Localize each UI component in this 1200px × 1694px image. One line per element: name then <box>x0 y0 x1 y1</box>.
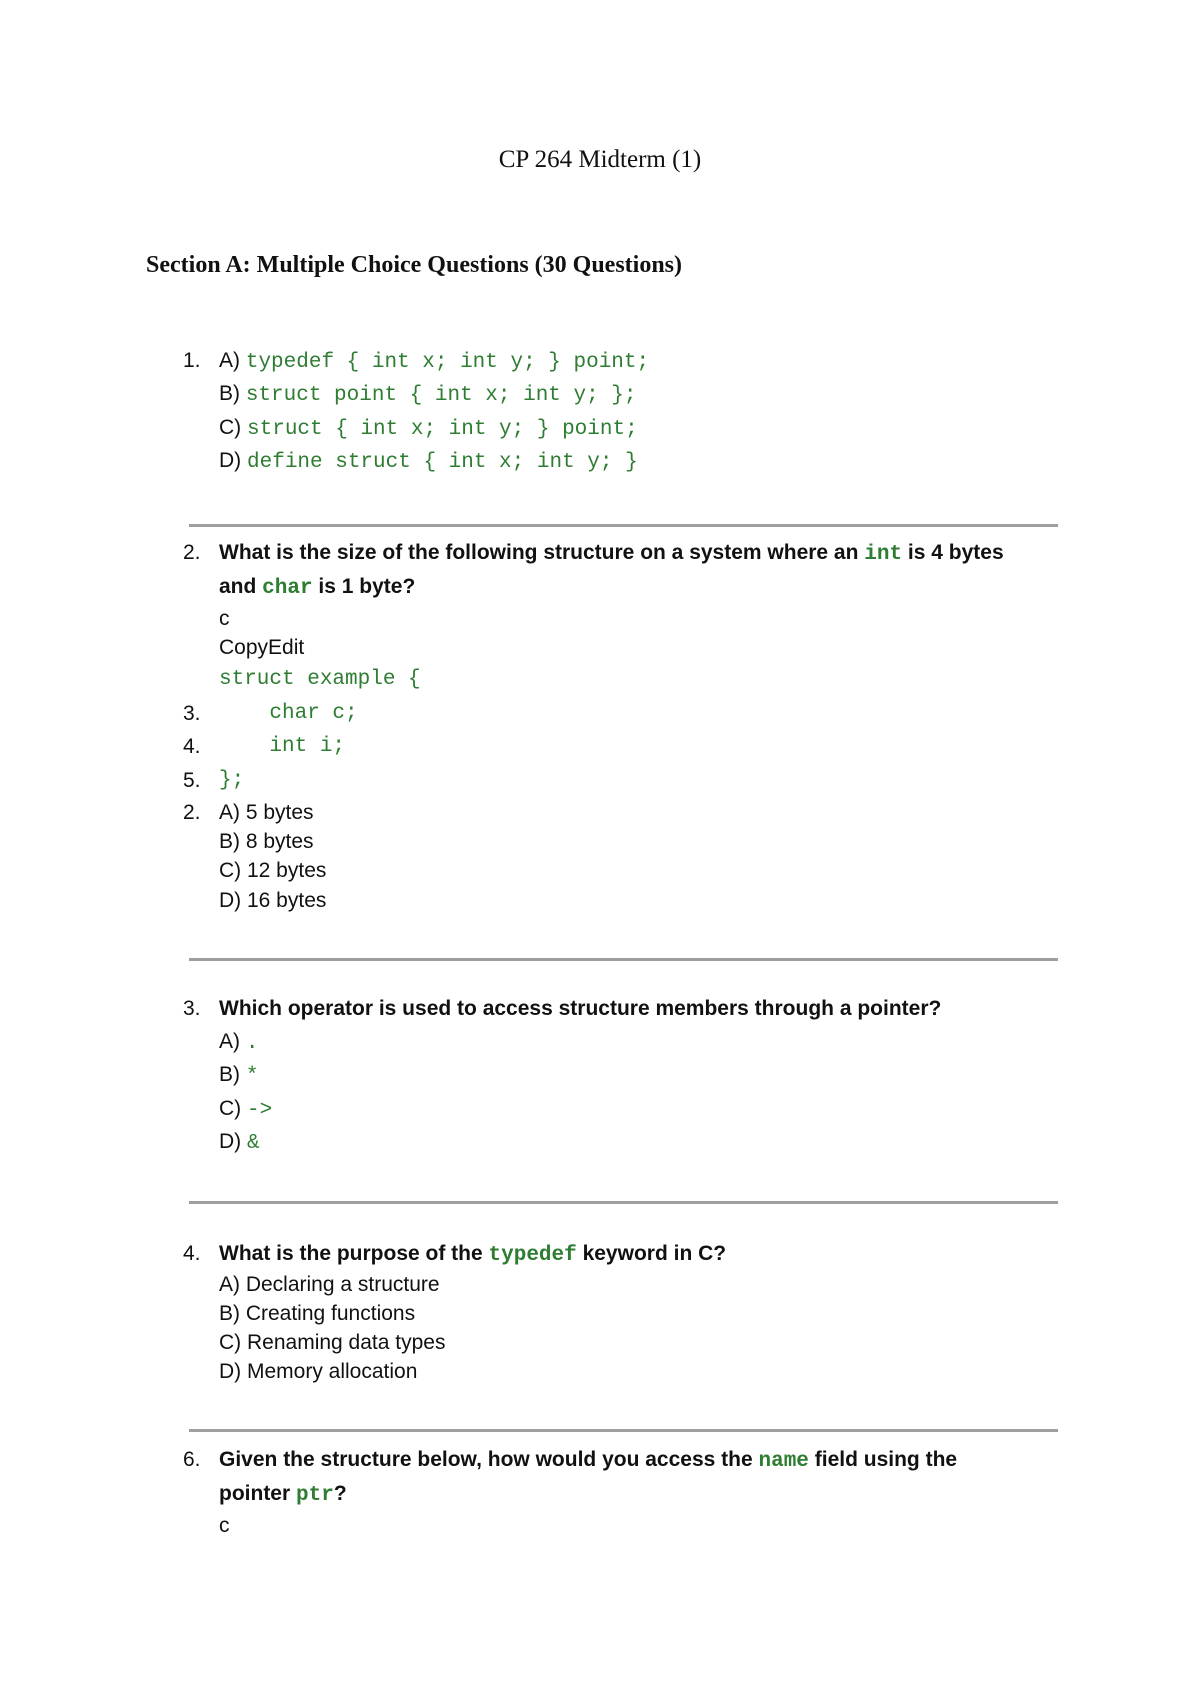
divider <box>189 1429 1058 1432</box>
code-language-label: c <box>219 1514 230 1537</box>
divider <box>189 1201 1058 1204</box>
code-line: struct example { <box>219 668 421 691</box>
divider <box>189 958 1058 961</box>
option-letter: B) <box>219 1063 240 1086</box>
option-d: D) Memory allocation <box>219 1360 418 1383</box>
option-b <box>219 382 637 407</box>
inline-code: name <box>758 1450 809 1473</box>
code-line-number: 5. <box>183 769 201 792</box>
option-b <box>219 1063 258 1088</box>
option-d <box>219 1130 260 1155</box>
option-code: struct { int x; int y; } point; <box>247 418 638 441</box>
question-text-part: and <box>219 575 263 598</box>
question-text <box>219 1448 957 1473</box>
option-letter: B) <box>219 382 240 405</box>
code-line: int i; <box>219 735 346 758</box>
inline-code: int <box>864 543 903 566</box>
question-text-part: What is the purpose of the <box>219 1242 489 1265</box>
question-text-part: ? <box>333 1482 347 1505</box>
option-letter: D) <box>219 449 242 472</box>
code-language-label: c <box>219 607 230 630</box>
question-text-part: is 4 bytes <box>902 541 1004 564</box>
option-code: -> <box>247 1099 273 1122</box>
code-line: char c; <box>219 702 358 725</box>
option-d: D) 16 bytes <box>219 889 327 912</box>
code-line: }; <box>219 769 245 792</box>
option-letter: C) <box>219 416 242 439</box>
question-text-continued <box>219 575 415 600</box>
option-letter: A) <box>219 1030 240 1053</box>
question-text-part: field using the <box>808 1448 958 1471</box>
option-code: define struct { int x; int y; } <box>247 451 638 474</box>
option-letter: D) <box>219 1130 242 1153</box>
question-text <box>219 1242 726 1267</box>
document-title: CP 264 Midterm (1) <box>498 146 702 173</box>
option-c: C) Renaming data types <box>219 1331 446 1354</box>
option-a: A) Declaring a structure <box>219 1273 440 1296</box>
option-code: & <box>247 1132 260 1155</box>
option-a <box>219 349 649 374</box>
section-heading: Section A: Multiple Choice Questions (30 Questions) <box>146 252 683 278</box>
option-a <box>219 1030 258 1055</box>
option-c <box>219 1097 272 1122</box>
option-code: * <box>245 1065 259 1088</box>
question-text-part: What is the size of the following structure on a system where an <box>219 541 865 564</box>
question-number: 6. <box>183 1448 201 1471</box>
question-text-part: keyword in C? <box>576 1242 727 1265</box>
question-text: Which operator is used to access structure members through a pointer? <box>219 997 942 1020</box>
option-letter: C) <box>219 1097 242 1120</box>
inline-code: ptr <box>296 1484 334 1507</box>
option-letter: A) <box>219 349 240 372</box>
option-code: typedef { int x; int y; } point; <box>245 351 650 374</box>
question-number: 4. <box>183 1242 201 1265</box>
code-line-number: 4. <box>183 735 201 758</box>
divider <box>189 524 1058 527</box>
option-b: B) Creating functions <box>219 1302 416 1325</box>
option-c: C) 12 bytes <box>219 859 327 882</box>
code-line-number: 3. <box>183 702 201 725</box>
option-code: . <box>245 1032 259 1055</box>
option-code: struct point { int x; int y; }; <box>245 384 637 407</box>
option-c <box>219 416 638 441</box>
question-text-part: pointer <box>219 1482 296 1505</box>
option-d <box>219 449 638 474</box>
option-a: A) 5 bytes <box>219 801 314 824</box>
question-text-part: Given the structure below, how would you access the <box>219 1448 759 1471</box>
question-text-continued <box>219 1482 347 1507</box>
option-b: B) 8 bytes <box>219 830 314 853</box>
question-number: 3. <box>183 997 201 1020</box>
inline-code: char <box>262 577 313 600</box>
inline-code: typedef <box>488 1244 577 1267</box>
question-number: 2. <box>183 541 201 564</box>
question-number: 2. <box>183 801 201 824</box>
question-text-part: is 1 byte? <box>312 575 416 598</box>
copy-edit-label[interactable]: CopyEdit <box>219 636 305 659</box>
question-number: 1. <box>183 349 201 372</box>
question-text <box>219 541 1004 566</box>
